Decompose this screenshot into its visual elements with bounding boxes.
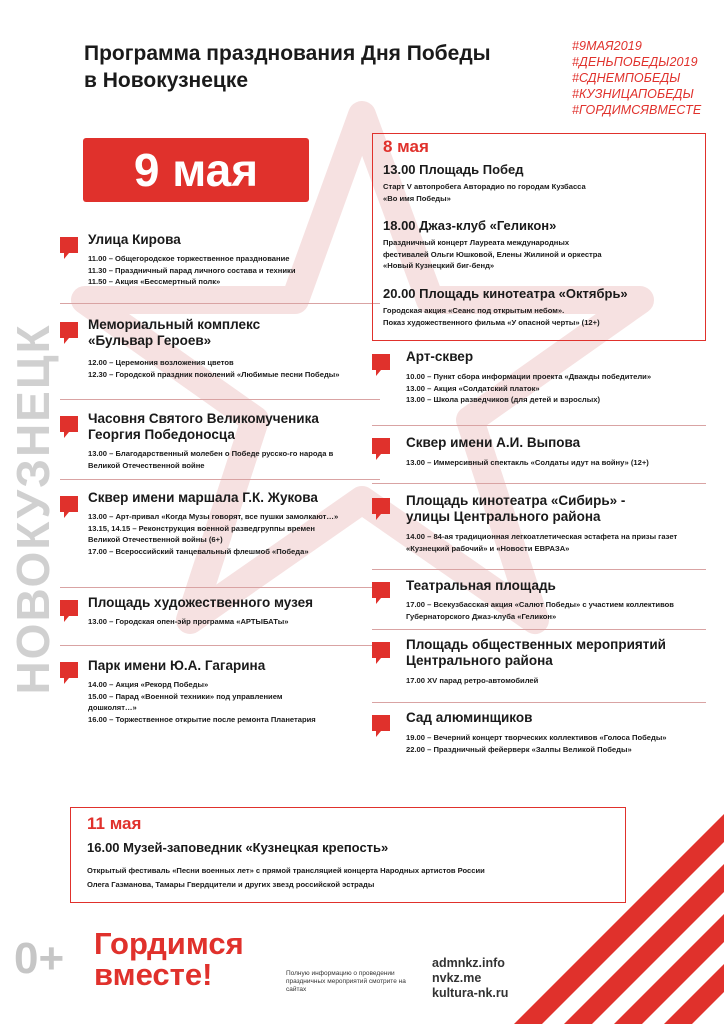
venue-name: Сквер имени маршала Г.К. Жукова [88, 490, 318, 505]
event-line: 10.00 – Пункт сбора информации проекта «Дважды победители» [406, 372, 652, 381]
event-line: 13.00 – Арт-привал «Когда Музы говорят, все пушки замолкают…» [88, 512, 339, 521]
event-line: Олега Газманова, Тамары Гвердцители и других звезд российской эстрады [87, 880, 375, 889]
event-line: 17.00 – Всероссийский танцевальный флешмоб «Победа» [88, 546, 309, 556]
event-line: Городская акция «Сеанс под открытым небом». [383, 306, 565, 315]
event-line: 14.00 – Акция «Рекорд Победы» [88, 680, 209, 689]
venue-name: Театральная площадь [406, 578, 556, 593]
map-pin-icon [60, 416, 78, 438]
page-title-line2: в Новокузнецке [84, 69, 249, 92]
may8-date: 8 мая [383, 137, 429, 156]
venue-name: Улица Кирова [88, 232, 181, 247]
event-line: 13.00 – Акция «Солдатский платок» [406, 383, 540, 393]
event-line: 16.00 – Торжественное открытие после ремонта Планетария [88, 714, 316, 724]
may9-venue-list [60, 228, 380, 746]
event-line: Старт V автопробега Авторадио по городам Кузбасса [383, 182, 586, 191]
slogan-line2: вместе! [94, 957, 213, 992]
map-pin-icon [372, 438, 390, 460]
hashtag: #ГОРДИМСЯВМЕСТЕ [572, 103, 702, 117]
may8-item-head: 20.00 Площадь кинотеатра «Октябрь» [383, 286, 628, 301]
event-line: 13.00 – Благодарственный молебен о Победе русско-го народа в Великой Отечественной войне [88, 449, 334, 470]
event-line: 17.00 – Всекузбасская акция «Салют Победы» с участием коллективов Губернаторского Джаз-клуба «Геликон» [406, 600, 674, 621]
venue-gagarin-park [60, 646, 380, 746]
venue-sibir [372, 484, 706, 570]
venue-teatralnaya [372, 570, 706, 630]
event-line: 11.00 – Общегородское торжественное празднование [88, 254, 290, 263]
map-pin-icon [60, 600, 78, 622]
venue-name: Мемориальный комплекс «Бульвар Героев» [88, 317, 261, 348]
may11-head: 16.00 Музей-заповедник «Кузнецкая крепость» [87, 840, 389, 855]
venue-name: Сквер имени А.И. Выпова [406, 435, 581, 450]
venue-art-skver [372, 345, 706, 426]
venue-name: Площадь общественных мероприятий Центрального района [406, 637, 666, 668]
event-line: «Новый Кузнецкий биг-бенд» [383, 261, 495, 270]
event-line: Показ художественного фильма «У опасной черты» (12+) [383, 317, 600, 327]
venue-name: Площадь художественного музея [88, 595, 314, 610]
event-line: Открытый фестиваль «Песни военных лет» с прямой трансляцией концерта Народных артистов России [87, 866, 485, 875]
map-pin-icon [372, 582, 390, 604]
venue-name: Часовня Святого Великомученика Георгия Победоносца [88, 411, 319, 442]
website-list [432, 956, 508, 1001]
event-line: 12.00 – Церемония возложения цветов [88, 358, 234, 367]
event-line: 17.00 XV парад ретро-автомобилей [406, 676, 539, 685]
event-line: 13.00 – Школа разведчиков (для детей и взрослых) [406, 395, 600, 404]
may8-item [383, 218, 703, 272]
event-line: 19.00 – Вечерний концерт творческих коллективов «Голоса Победы» [406, 733, 667, 742]
event-line: 13.00 – Иммерсивный спектакль «Солдаты идут на войну» (12+) [406, 458, 649, 467]
event-line: 13.15, 14.15 – Реконструкция военной разведгруппы времен Великой Отечественной войны (6+) [88, 523, 315, 544]
hashtag: #КУЗНИЦАПОБЕДЫ [572, 87, 694, 101]
map-pin-icon [372, 715, 390, 737]
map-pin-icon [60, 322, 78, 344]
age-rating: 0+ [14, 934, 65, 983]
event-line: 11.30 – Праздничный парад личного состава и техники [88, 265, 296, 275]
may9-right-venue-list [372, 345, 706, 783]
page-title [84, 40, 554, 94]
venue-vypova [372, 426, 706, 484]
may11-box [70, 807, 626, 903]
event-line: Праздничный концерт Лауреата международных [383, 238, 570, 247]
may8-item-head: 13.00 Площадь Побед [383, 162, 524, 177]
venue-kirova [60, 228, 380, 304]
event-line: 15.00 – Парад «Военной техники» под управлением дошколят…» [88, 691, 283, 712]
event-line: 14.00 – 84-ая традиционная легкоатлетическая эстафета на призы газет «Кузнецкий рабочий» и «Новости ЕВРАЗА» [406, 532, 678, 553]
hashtag: #СДНЕМПОБЕДЫ [572, 71, 681, 85]
venue-sad-aluminshchikov [372, 703, 706, 783]
map-pin-icon [60, 237, 78, 259]
event-line: 13.00 – Городская опен-эйр программа «АРТЫБАТы» [88, 617, 289, 626]
venue-art-museum [60, 588, 380, 646]
event-line: 22.00 – Праздничный фейерверк «Залпы Великой Победы» [406, 744, 632, 754]
map-pin-icon [372, 498, 390, 520]
may11-events [87, 864, 617, 892]
hashtag-list [572, 38, 722, 118]
may8-item-head: 18.00 Джаз-клуб «Геликон» [383, 218, 557, 233]
venue-name: Площадь кинотеатра «Сибирь» - улицы Центрального района [406, 493, 626, 524]
map-pin-icon [60, 496, 78, 518]
map-pin-icon [60, 662, 78, 684]
venue-chasovnya [60, 400, 380, 480]
event-line: фестивалей Ольги Юшковой, Елены Жилиной и оркестра [383, 249, 602, 259]
event-line: «Во имя Победы» [383, 193, 451, 203]
website-link[interactable]: admnkz.info [432, 956, 505, 970]
slogan-line1: Гордимся [94, 926, 244, 961]
may8-item [383, 286, 703, 328]
may11-date: 11 мая [87, 814, 142, 833]
info-note: Полную информацию о проведении праздничных мероприятий смотрите на сайтах [286, 970, 406, 993]
map-pin-icon [372, 354, 390, 376]
venue-central-square [372, 630, 706, 703]
website-link[interactable]: nvkz.me [432, 971, 482, 985]
website-link[interactable]: kultura-nk.ru [432, 986, 509, 1000]
city-name-vertical: НОВОКУЗНЕЦК [7, 323, 59, 695]
may8-item [383, 162, 703, 204]
venue-name: Парк имени Ю.А. Гагарина [88, 658, 266, 673]
event-line: 11.50 – Акция «Бессмертный полк» [88, 277, 221, 286]
venue-name: Арт-сквер [406, 349, 474, 364]
venue-name: Сад алюминщиков [406, 710, 533, 725]
may9-date-badge: 9 мая [83, 138, 309, 202]
hashtag: #9МАЯ2019 [572, 39, 642, 53]
map-pin-icon [372, 642, 390, 664]
page-title-line1: Программа празднования Дня Победы [84, 42, 491, 65]
hashtag: #ДЕНЬПОБЕДЫ2019 [572, 55, 698, 69]
slogan-logo [94, 928, 244, 990]
venue-zhukova [60, 480, 380, 588]
venue-bulvar-geroev [60, 304, 380, 400]
event-line: 12.30 – Городской праздник поколений «Любимые песни Победы» [88, 369, 340, 379]
may8-box [372, 133, 706, 341]
